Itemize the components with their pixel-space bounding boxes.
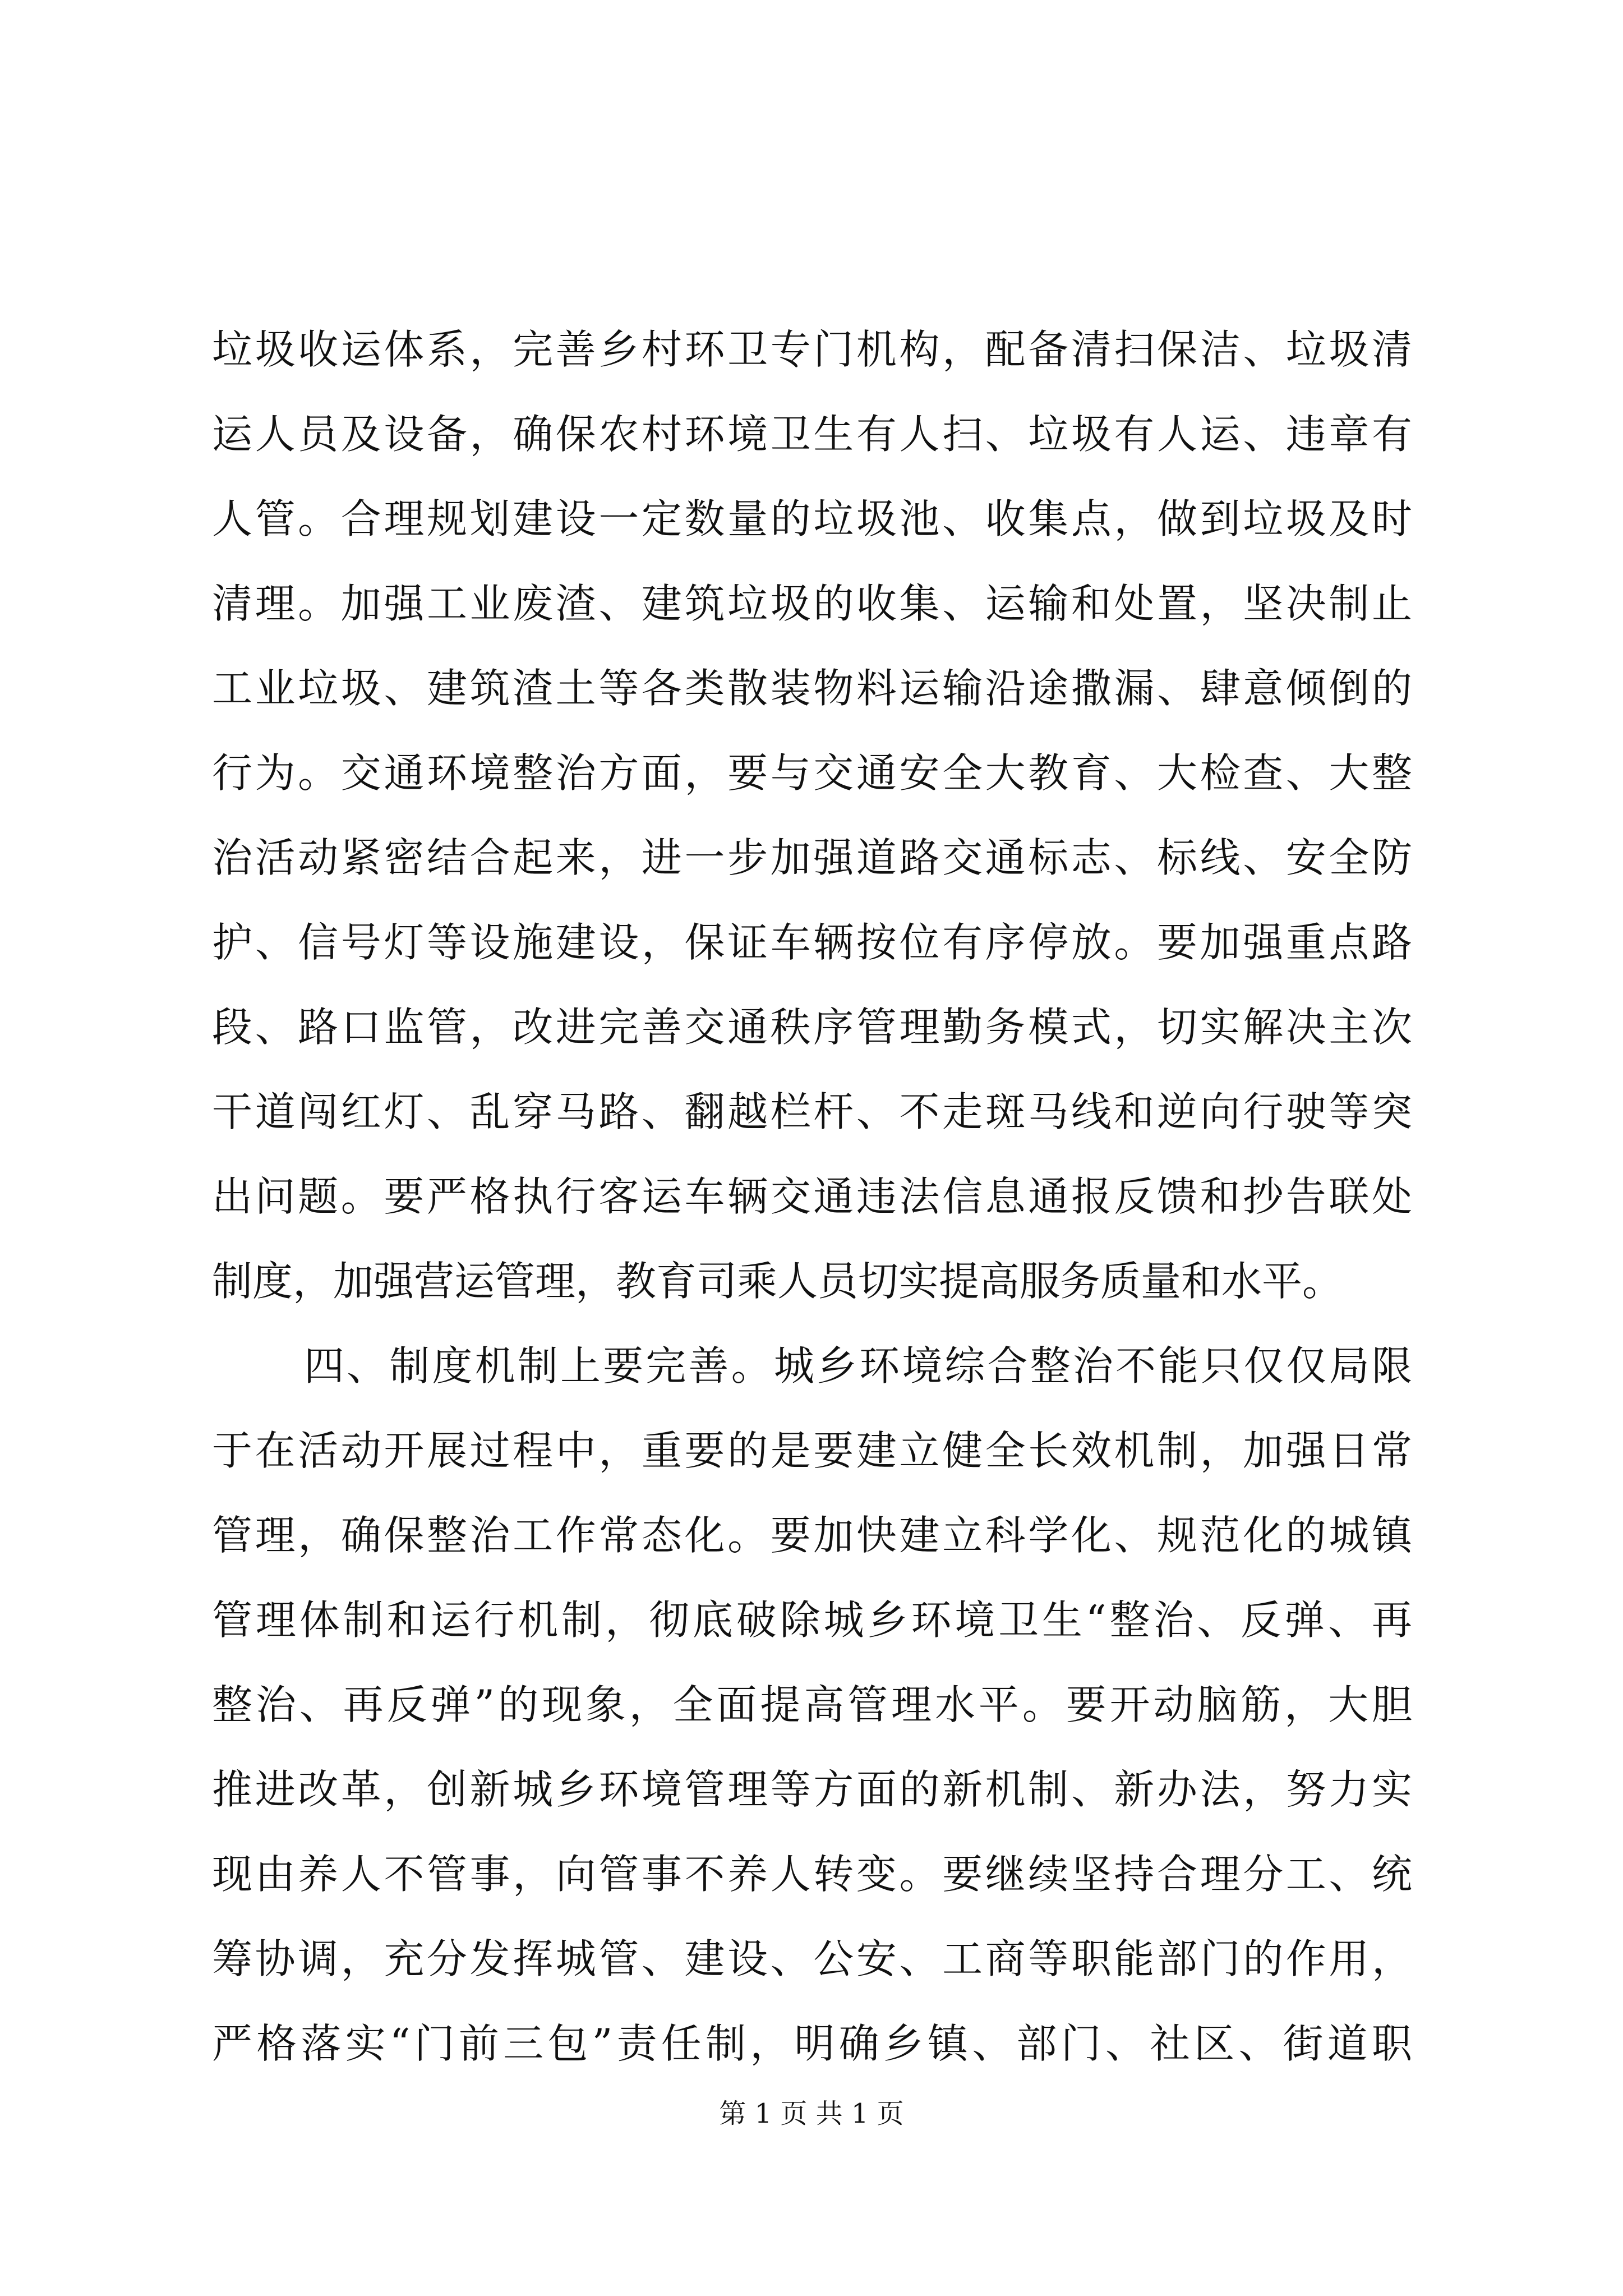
- paragraph-start-line: 四、制度机制上要完善。城乡环境综合整治不能只仅仅局限: [304, 1342, 1412, 1389]
- text-line: 推进改革，创新城乡环境管理等方面的新机制、新办法，努力实: [212, 1766, 1412, 1813]
- text-line: 垃圾收运体系，完善乡村环卫专门机构，配备清扫保洁、垃圾清: [212, 326, 1412, 373]
- text-line: 严格落实“门前三包”责任制，明确乡镇、部门、社区、街道职: [212, 2020, 1412, 2067]
- text-line: 护、信号灯等设施建设，保证车辆按位有序停放。要加强重点路: [212, 919, 1412, 966]
- text-line: 工业垃圾、建筑渣土等各类散装物料运输沿途撒漏、肆意倾倒的: [212, 665, 1412, 712]
- text-line: 管理体制和运行机制，彻底破除城乡环境卫生“整治、反弹、再: [212, 1596, 1412, 1644]
- text-line: 于在活动开展过程中，重要的是要建立健全长效机制，加强日常: [212, 1427, 1412, 1474]
- text-line: 管理，确保整治工作常态化。要加快建立科学化、规范化的城镇: [212, 1512, 1412, 1559]
- text-line: 运人员及设备，确保农村环境卫生有人扫、垃圾有人运、违章有: [212, 411, 1412, 458]
- text-line: 行为。交通环境整治方面，要与交通安全大教育、大检查、大整: [212, 749, 1412, 797]
- page-number-footer: 第 1 页 共 1 页: [719, 2098, 904, 2129]
- text-line: 整治、再反弹”的现象，全面提高管理水平。要开动脑筋，大胆: [212, 1681, 1412, 1728]
- text-line: 干道闯红灯、乱穿马路、翻越栏杆、不走斑马线和逆向行驶等突: [212, 1088, 1412, 1135]
- body-text: [212, 307, 1412, 2086]
- text-line: 人管。合理规划建设一定数量的垃圾池、收集点，做到垃圾及时: [212, 495, 1412, 542]
- text-line: 出问题。要严格执行客运车辆交通违法信息通报反馈和抄告联处: [212, 1173, 1412, 1220]
- text-line: 清理。加强工业废渣、建筑垃圾的收集、运输和处置，坚决制止: [212, 580, 1412, 627]
- text-line: 现由养人不管事，向管事不养人转变。要继续坚持合理分工、统: [212, 1851, 1412, 1898]
- text-line: 筹协调，充分发挥城管、建设、公安、工商等职能部门的作用，: [212, 1935, 1412, 1982]
- text-line: 段、路口监管，改进完善交通秩序管理勤务模式，切实解决主次: [212, 1004, 1412, 1051]
- text-line: 治活动紧密结合起来，进一步加强道路交通标志、标线、安全防: [212, 834, 1412, 881]
- text-line: 制度，加强营运管理，教育司乘人员切实提高服务质量和水平。: [212, 1258, 1343, 1305]
